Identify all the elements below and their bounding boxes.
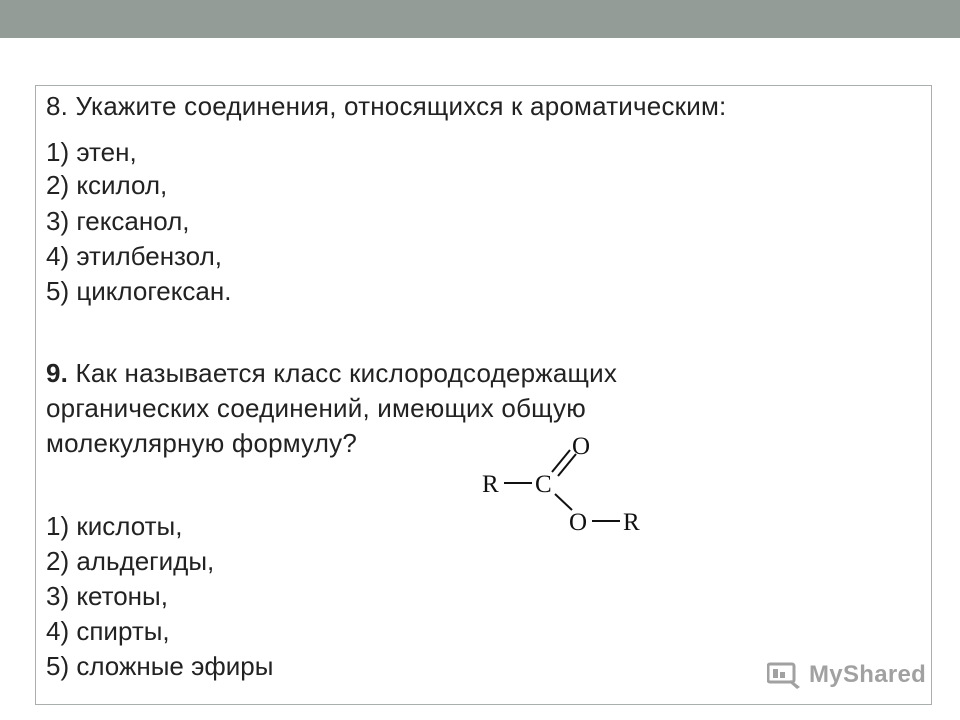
formula-oxygen-top: O (572, 433, 591, 460)
formula-oxygen-bottom: O (569, 509, 588, 536)
question-9-line-2: органических соединений, имеющих общую (46, 393, 586, 423)
question-8-title: 8. Укажите соединения, относящихся к ароматическим: (46, 91, 727, 121)
question-8-option-3: 3) гексанол, (46, 206, 190, 236)
formula-r-left: R (482, 471, 499, 498)
question-9-option-5: 5) сложные эфиры (46, 651, 274, 681)
question-9-number: 9. (46, 358, 69, 388)
question-9-text-1: Как называется класс кислородсодержащих (68, 358, 618, 388)
question-9-option-3: 3) кетоны, (46, 581, 168, 611)
top-bar (0, 0, 960, 38)
mysharedlogo-icon (767, 660, 803, 690)
watermark-text: MyShared (809, 661, 927, 688)
formula-double-bond-a (552, 450, 570, 472)
formula-r-right: R (623, 509, 640, 536)
question-9-line-1 (46, 355, 617, 391)
question-9-option-4: 4) спирты, (46, 616, 170, 646)
question-8-option-4: 4) этилбензол, (46, 241, 222, 271)
question-8-option-1: 1) этен, (46, 137, 137, 167)
question-8-option-5: 5) циклогексан. (46, 276, 232, 306)
ester-structural-formula (480, 430, 660, 545)
watermark (767, 657, 926, 693)
question-9-option-2: 2) альдегиды, (46, 546, 215, 576)
question-8-option-2: 2) ксилол, (46, 170, 168, 200)
formula-single-bond-c-o (555, 494, 572, 510)
question-9-line-3: молекулярную формулу? (46, 428, 358, 458)
question-9-option-1: 1) кислоты, (46, 511, 183, 541)
formula-carbon: C (535, 471, 552, 498)
